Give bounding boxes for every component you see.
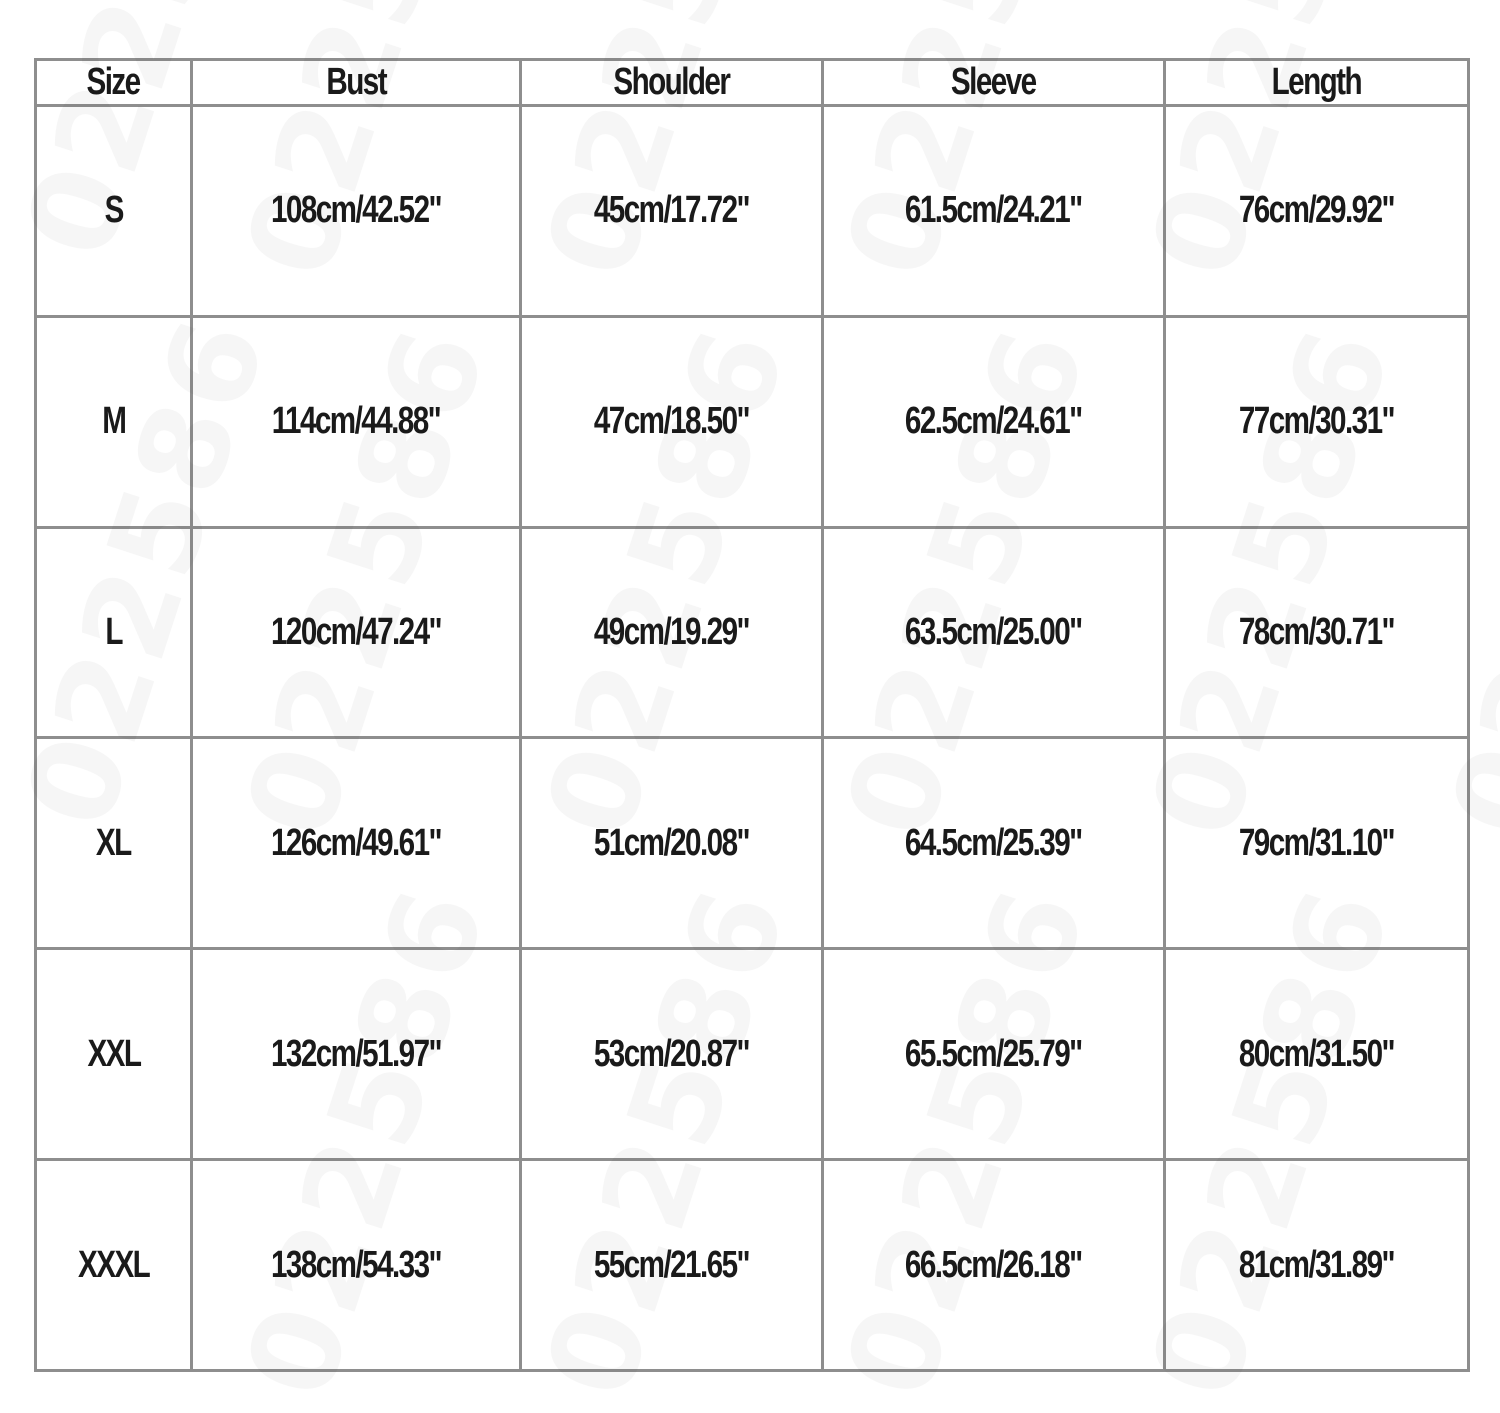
sleeve-cell: 66.5cm/26.18" [823, 1160, 1165, 1371]
shoulder-cell: 45cm/17.72" [521, 106, 823, 317]
length-cell: 76cm/29.92" [1165, 106, 1469, 317]
header-row [36, 60, 1469, 106]
bust-cell: 108cm/42.52" [192, 106, 521, 317]
shoulder-cell: 53cm/20.87" [521, 949, 823, 1160]
size-cell: S [36, 106, 192, 317]
size-cell: L [36, 527, 192, 738]
length-cell: 79cm/31.10" [1165, 738, 1469, 949]
header-length: Length [1165, 60, 1469, 106]
header-shoulder: Shoulder [521, 60, 823, 106]
size-cell: XXXL [36, 1160, 192, 1371]
sleeve-cell: 64.5cm/25.39" [823, 738, 1165, 949]
sleeve-cell: 65.5cm/25.79" [823, 949, 1165, 1160]
size-cell: XL [36, 738, 192, 949]
bust-cell: 126cm/49.61" [192, 738, 521, 949]
size-cell: M [36, 316, 192, 527]
table-row [36, 106, 1469, 317]
table-row [36, 949, 1469, 1160]
length-cell: 77cm/30.31" [1165, 316, 1469, 527]
shoulder-cell: 49cm/19.29" [521, 527, 823, 738]
bust-cell: 138cm/54.33" [192, 1160, 521, 1371]
table-row [36, 316, 1469, 527]
length-cell: 80cm/31.50" [1165, 949, 1469, 1160]
shoulder-cell: 55cm/21.65" [521, 1160, 823, 1371]
sleeve-cell: 63.5cm/25.00" [823, 527, 1165, 738]
length-cell: 81cm/31.89" [1165, 1160, 1469, 1371]
header-size: Size [36, 60, 192, 106]
sleeve-cell: 62.5cm/24.61" [823, 316, 1165, 527]
size-cell: XXL [36, 949, 192, 1160]
table-row [36, 1160, 1469, 1371]
length-cell: 78cm/30.71" [1165, 527, 1469, 738]
shoulder-cell: 51cm/20.08" [521, 738, 823, 949]
bust-cell: 132cm/51.97" [192, 949, 521, 1160]
sleeve-cell: 61.5cm/24.21" [823, 106, 1165, 317]
table-row [36, 738, 1469, 949]
size-chart-table [34, 58, 1470, 1372]
header-bust: Bust [192, 60, 521, 106]
header-sleeve: Sleeve [823, 60, 1165, 106]
bust-cell: 114cm/44.88" [192, 316, 521, 527]
bust-cell: 120cm/47.24" [192, 527, 521, 738]
shoulder-cell: 47cm/18.50" [521, 316, 823, 527]
table-row [36, 527, 1469, 738]
